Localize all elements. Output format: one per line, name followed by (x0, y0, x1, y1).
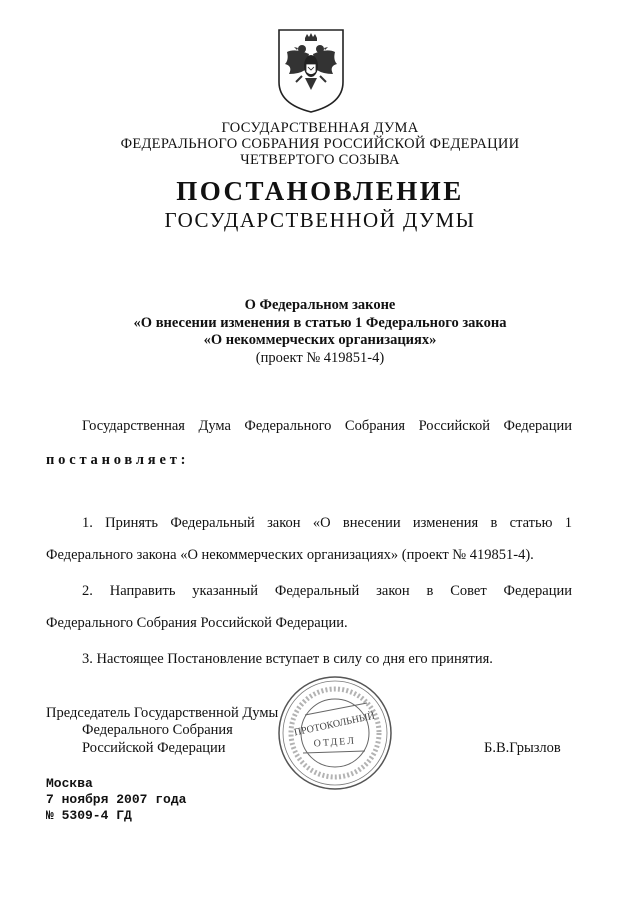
footer-city: Москва (46, 776, 93, 791)
subject-line-2: «О внесении изменения в статью 1 Федерального закона (133, 315, 507, 331)
signatory-name: Б.В.Грызлов (484, 740, 561, 756)
svg-text:ПРОТОКОЛЬНЫЙ: ПРОТОКОЛЬНЫЙ (293, 710, 376, 739)
footer-date: 7 ноября 2007 года (46, 792, 187, 807)
item-1-line-2: Федерального закона «О некоммерческих организациях» (проект № 419851-4). (46, 547, 534, 563)
subject-line-3: «О некоммерческих организациях» (203, 332, 437, 348)
signatory-position-line-1: Председатель Государственной Думы (46, 705, 279, 721)
item-1-line-1: 1. Принять Федеральный закон «О внесении изменения в статью 1 (82, 515, 572, 531)
footer-number: № 5309-4 ГД (46, 808, 132, 823)
signatory-position-line-3: Российской Федерации (82, 740, 226, 756)
subject-line-1: О Федеральном законе (244, 297, 396, 313)
signatory-position-line-2: Федерального Собрания (82, 722, 233, 738)
header-line-assembly: ФЕДЕРАЛЬНОГО СОБРАНИЯ РОССИЙСКОЙ ФЕДЕРАЦИИ (120, 136, 520, 152)
svg-text:ОТДЕЛ: ОТДЕЛ (313, 735, 357, 750)
header-line-duma: ГОСУДАРСТВЕННАЯ ДУМА (221, 120, 419, 136)
intro-paragraph: Государственная Дума Федерального Собрания Российской Федерации (82, 418, 572, 434)
project-number: (проект № 419851-4) (255, 350, 385, 366)
header-line-convocation: ЧЕТВЕРТОГО СОЗЫВА (240, 152, 400, 168)
item-3: 3. Настоящее Постановление вступает в силу со дня его принятия. (82, 651, 493, 667)
item-2-line-2: Федерального Собрания Российской Федерации. (46, 615, 348, 631)
document-title: ПОСТАНОВЛЕНИЕ (176, 176, 464, 206)
round-seal-stamp-icon (275, 673, 395, 793)
resolves-word: постановляет: (46, 452, 190, 468)
coat-of-arms-icon (275, 28, 347, 114)
document-subtitle: ГОСУДАРСТВЕННОЙ ДУМЫ (164, 208, 476, 232)
item-2-line-1: 2. Направить указанный Федеральный закон в Совет Федерации (82, 583, 572, 599)
